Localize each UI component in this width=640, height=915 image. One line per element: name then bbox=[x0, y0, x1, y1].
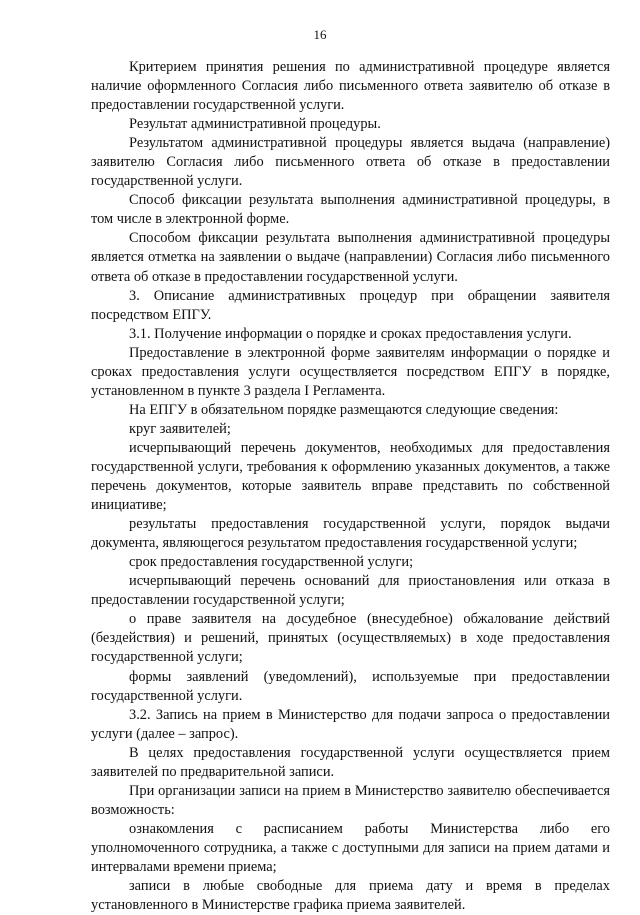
paragraph-electronic-info: Предоставление в электронной форме заявителям информации о порядке и сроках предоставления услуги осуществляется посредством ЕПГУ в порядке, установленном в пункте 3 раздела I Регламента. bbox=[91, 344, 610, 399]
paragraph-option-schedule: ознакомления с расписанием работы Министерства либо его уполномоченного сотрудника, а также с доступными для записи на прием датами и интервалами времени приема; bbox=[91, 820, 610, 875]
paragraph-section-3-1-heading: 3.1. Получение информации о порядке и сроках предоставления услуги. bbox=[129, 325, 572, 342]
paragraph-registration-options-intro: При организации записи на прием в Министерство заявителю обеспечивается возможность: bbox=[91, 782, 610, 818]
document-body bbox=[91, 58, 610, 915]
paragraph-section-3-heading: 3. Описание административных процедур при обращении заявителя посредством ЕПГУ. bbox=[91, 287, 610, 323]
paragraph-list-item-documents: исчерпывающий перечень документов, необходимых для предоставления государственной услуги, требования к оформлению указанных документов, а также перечень документов, которые заявитель вправе представить по собственной инициативе; bbox=[91, 439, 610, 514]
paragraph-list-item-appeal: о праве заявителя на досудебное (внесудебное) обжалование действий (бездействия) и решений, принятых (осуществляемых) в ходе предоставления государственной услуги; bbox=[91, 611, 610, 666]
paragraph-decision-criterion: Критерием принятия решения по административной процедуре является наличие оформленного Согласия либо письменного ответа заявителю об отказе в предоставлении государственной услуги. bbox=[91, 59, 610, 114]
paragraph-list-item-forms: формы заявлений (уведомлений), используемые при предоставлении государственной услуги. bbox=[91, 668, 610, 704]
paragraph-list-item-grounds: исчерпывающий перечень оснований для приостановления или отказа в предоставлении государственной услуги; bbox=[91, 573, 610, 609]
paragraph-fixation-method: Способом фиксации результата выполнения административной процедуры является отметка на заявлении о выдаче (направлении) Согласия либо письменного ответа об отказе в предоставлении государственной услуги. bbox=[91, 230, 610, 285]
paragraph-list-item-term: срок предоставления государственной услуги; bbox=[129, 554, 414, 571]
paragraph-section-3-2-heading: 3.2. Запись на прием в Министерство для подачи запроса о предоставлении услуги (далее – запрос). bbox=[91, 706, 610, 742]
paragraph-pre-registration: В целях предоставления государственной услуги осуществляется прием заявителей по предварительной записи. bbox=[91, 744, 610, 780]
paragraph-epgu-info-intro: На ЕПГУ в обязательном порядке размещаются следующие сведения: bbox=[129, 401, 559, 418]
paragraph-procedure-result-heading: Результат административной процедуры. bbox=[129, 116, 381, 133]
paragraph-option-free-slots: записи в любые свободные для приема дату и время в пределах установленного в Министерстве графика приема заявителей. bbox=[91, 878, 610, 914]
page-number: 16 bbox=[313, 27, 327, 42]
paragraph-procedure-result: Результатом административной процедуры является выдача (направление) заявителю Согласия либо письменного ответа об отказе в предоставлении государственной услуги. bbox=[91, 135, 610, 190]
paragraph-fixation-method-heading: Способ фиксации результата выполнения административной процедуры, в том числе в электронной форме. bbox=[91, 192, 610, 228]
paragraph-list-item-applicants: круг заявителей; bbox=[129, 420, 231, 437]
paragraph-list-item-results: результаты предоставления государственной услуги, порядок выдачи документа, являющегося результатом предоставления государственной услуги; bbox=[91, 516, 610, 552]
